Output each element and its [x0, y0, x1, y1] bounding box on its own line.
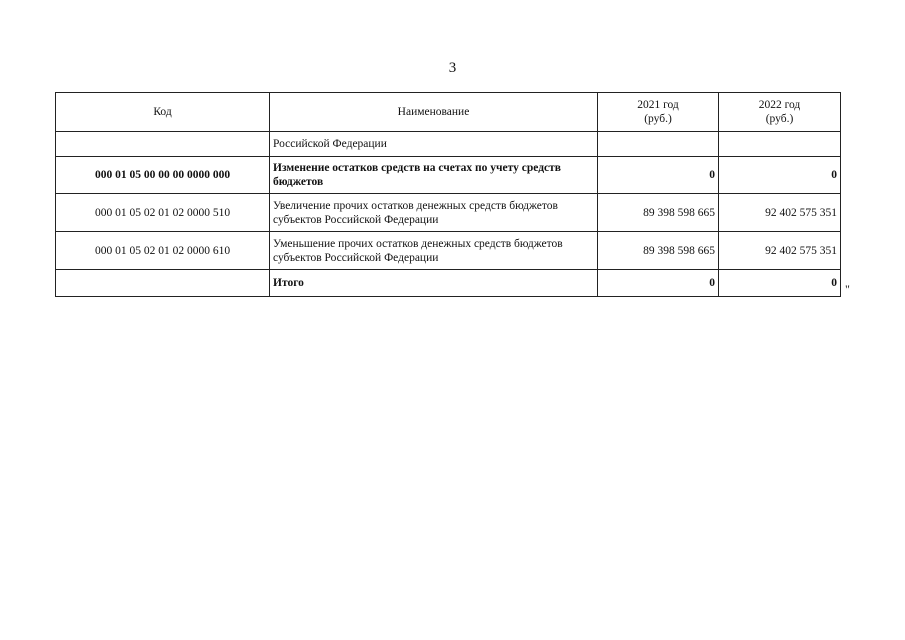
row-name: Итого: [270, 270, 598, 297]
header-year-2021: [598, 93, 719, 132]
row-name: Уменьшение прочих остатков денежных средств бюджетов субъектов Российской Федерации: [270, 232, 598, 270]
table-row: [56, 157, 841, 194]
table-header-row: [56, 93, 841, 132]
row-code: 000 01 05 00 00 00 0000 000: [56, 157, 270, 194]
row-name: Увеличение прочих остатков денежных средств бюджетов субъектов Российской Федерации: [270, 194, 598, 232]
header-year-2022: [719, 93, 841, 132]
budget-sources-table: [55, 92, 841, 297]
row-value-2021: 0: [598, 270, 719, 297]
row-code: [56, 132, 270, 157]
row-name: Российской Федерации: [270, 132, 598, 157]
page-number: 3: [448, 60, 457, 76]
row-value-2022: [719, 132, 841, 157]
header-year-2022-label: 2022 год: [758, 99, 801, 111]
row-value-2022: 92 402 575 351: [719, 232, 841, 270]
table-row: [56, 194, 841, 232]
header-name: Наименование: [270, 93, 598, 132]
table-row-total: [56, 270, 841, 297]
row-value-2021: 0: [598, 157, 719, 194]
row-name: Изменение остатков средств на счетах по учету средств бюджетов: [270, 157, 598, 194]
row-code: [56, 270, 270, 297]
header-year-2021-label: 2021 год: [637, 99, 679, 111]
row-code: 000 01 05 02 01 02 0000 510: [56, 194, 270, 232]
row-code: 000 01 05 02 01 02 0000 610: [56, 232, 270, 270]
header-year-2022-unit: (руб.): [765, 113, 794, 125]
row-value-2021: [598, 132, 719, 157]
table-row: [56, 232, 841, 270]
row-value-2022: 0: [719, 270, 841, 297]
table-row: [56, 132, 841, 157]
closing-quote: ": [845, 282, 850, 296]
header-year-2021-unit: (руб.): [644, 113, 672, 125]
row-value-2021: 89 398 598 665: [598, 194, 719, 232]
row-value-2021: 89 398 598 665: [598, 232, 719, 270]
row-value-2022: 92 402 575 351: [719, 194, 841, 232]
header-code: Код: [56, 93, 270, 132]
row-value-2022: 0: [719, 157, 841, 194]
